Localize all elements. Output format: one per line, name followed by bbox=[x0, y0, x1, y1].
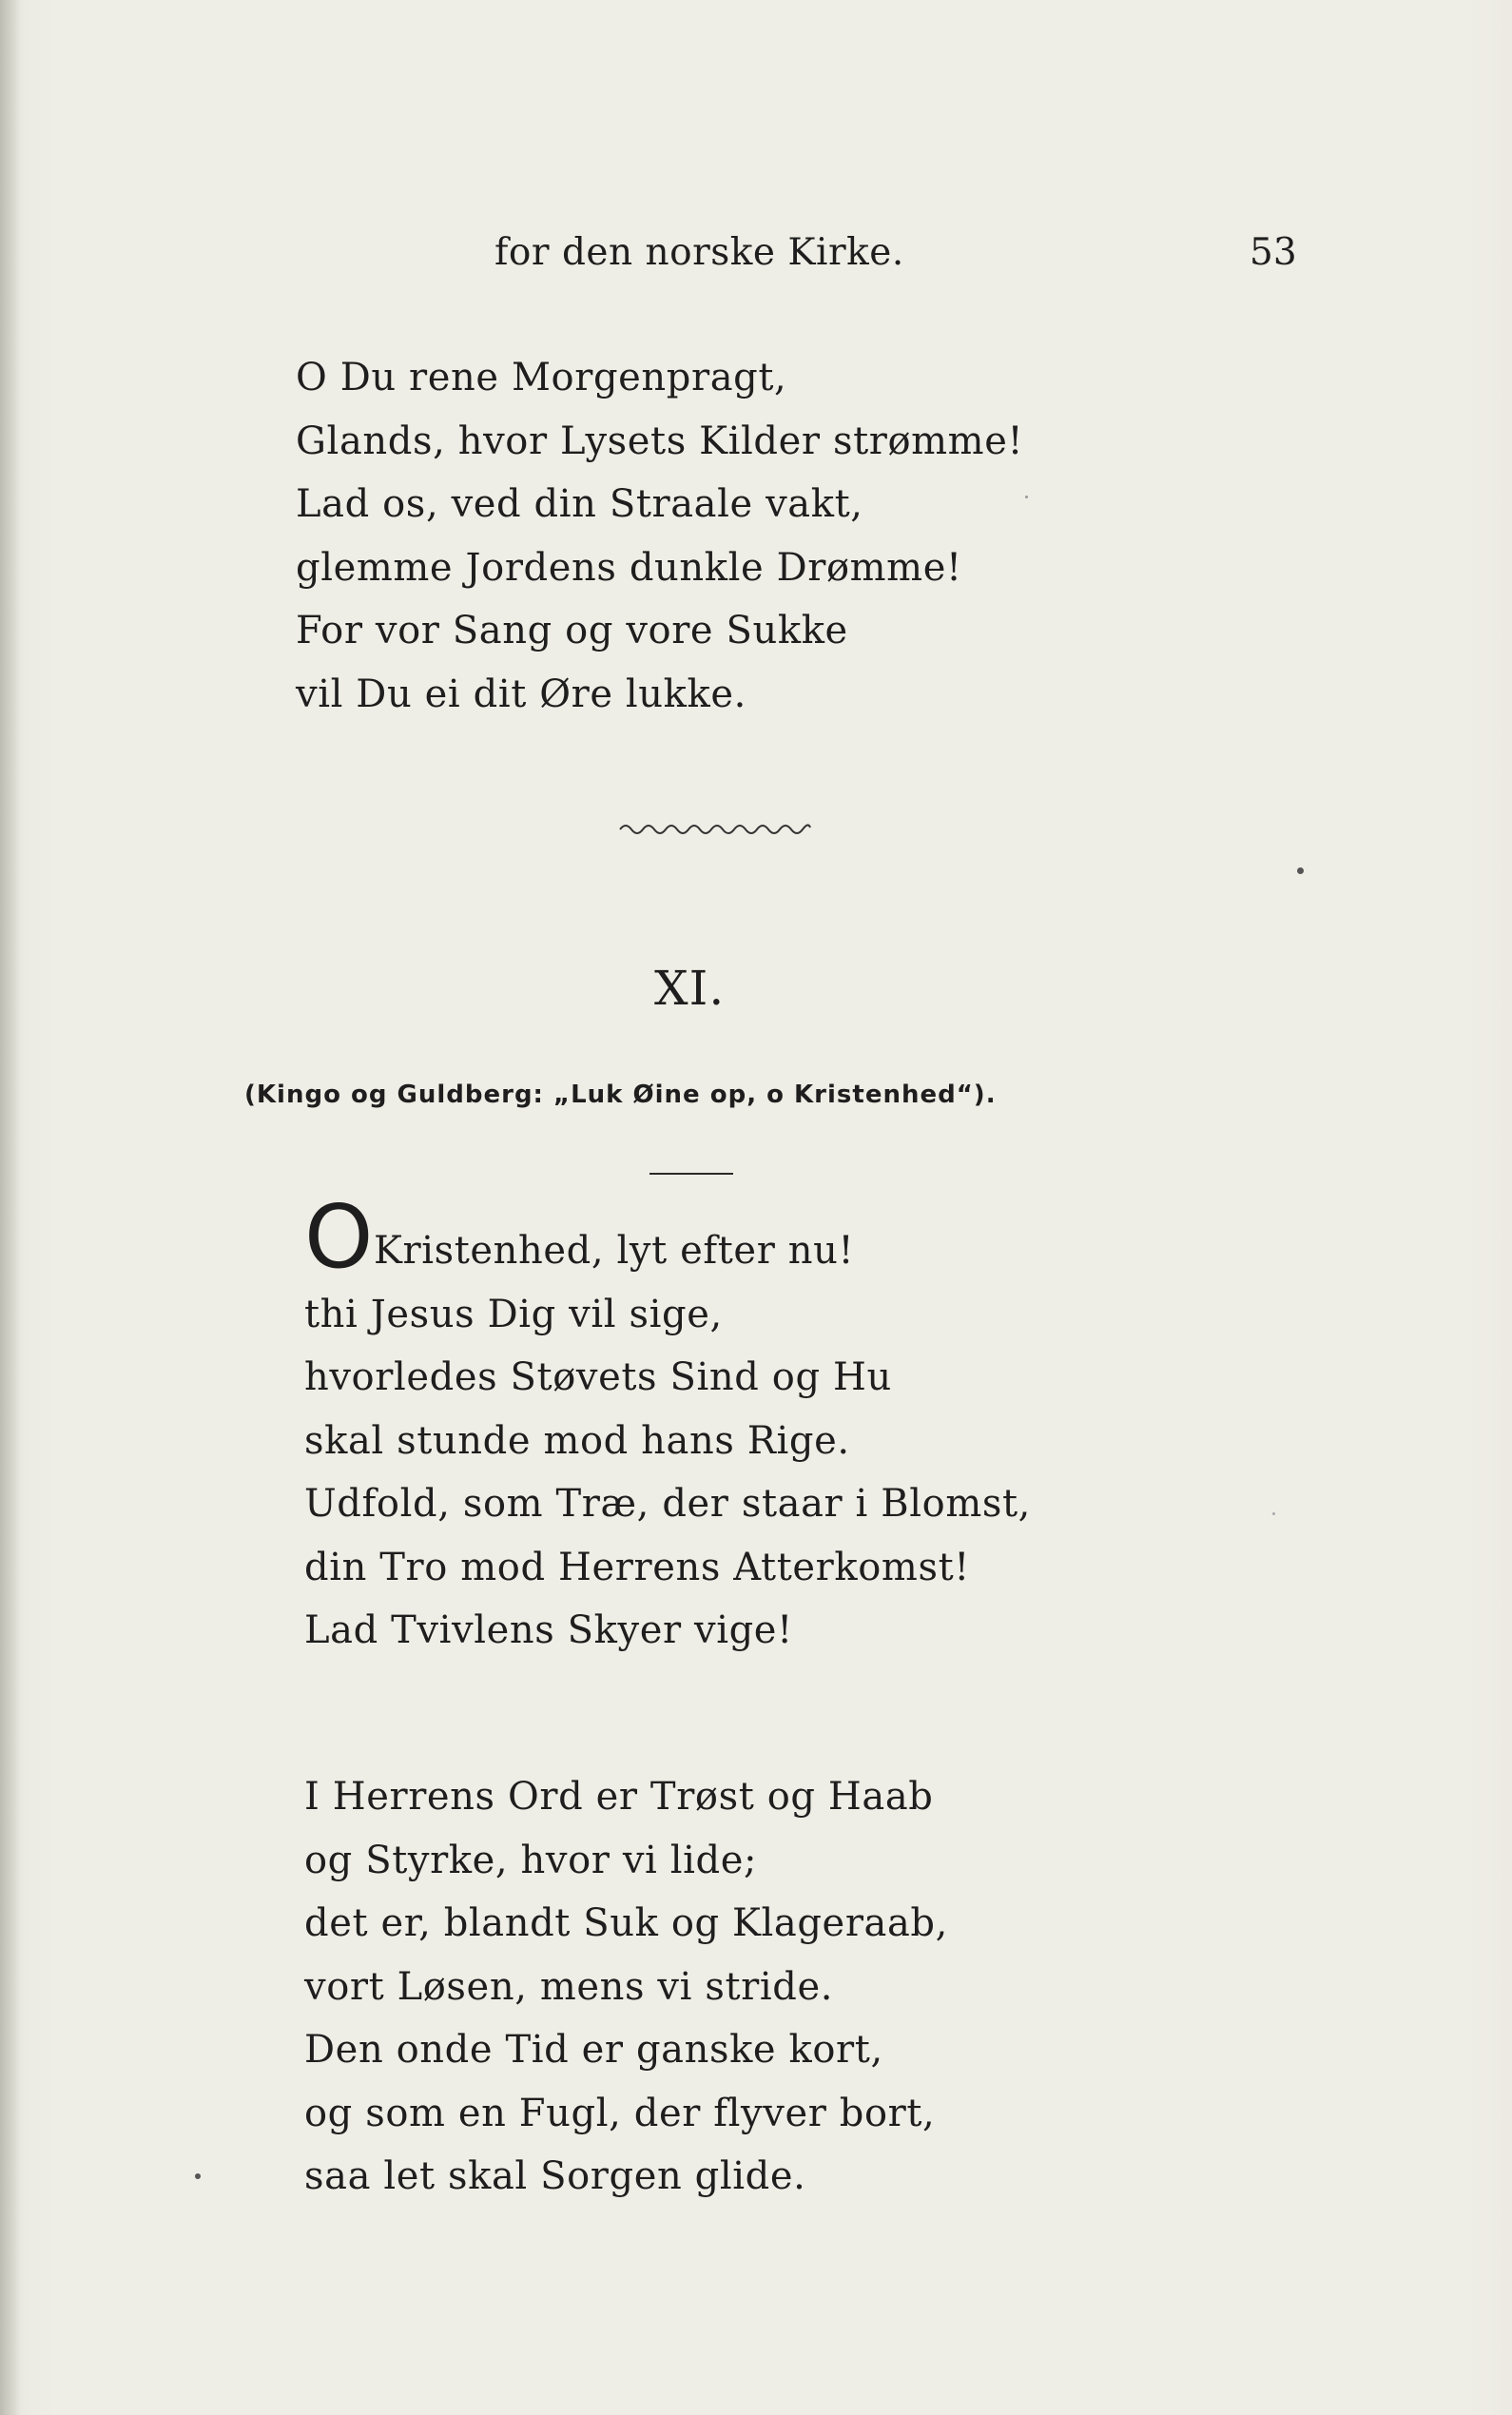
page-number: 53 bbox=[1250, 231, 1297, 274]
paper-speck bbox=[1025, 496, 1028, 498]
verse-line: Lad Tvivlens Skyer vige! bbox=[304, 1608, 793, 1652]
verse-line: og Styrke, hvor vi lide; bbox=[304, 1838, 758, 1882]
wavy-divider-ornament bbox=[618, 820, 812, 835]
paper-speck bbox=[1297, 867, 1304, 874]
page-gutter-shadow bbox=[0, 0, 21, 2415]
verse-line: glemme Jordens dunkle Drømme! bbox=[296, 545, 962, 590]
hymn-subtitle: (Kingo og Guldberg: „Luk Øine op, o Kristenhed“). bbox=[244, 1081, 997, 1109]
running-header: for den norske Kirke. bbox=[494, 231, 904, 274]
verse-line: Udfold, som Træ, der staar i Blomst, bbox=[304, 1482, 1031, 1526]
verse-line: hvorledes Støvets Sind og Hu bbox=[304, 1355, 892, 1399]
verse-line: vil Du ei dit Øre lukke. bbox=[296, 672, 746, 716]
verse-line: din Tro mod Herrens Atterkomst! bbox=[304, 1545, 970, 1589]
verse-line: thi Jesus Dig vil sige, bbox=[304, 1292, 723, 1336]
paper-speck bbox=[195, 2173, 201, 2179]
verse-line: skal stunde mod hans Rige. bbox=[304, 1418, 850, 1463]
verse-line: O Du rene Morgenpragt, bbox=[296, 356, 787, 399]
verse-line: vort Løsen, mens vi stride. bbox=[304, 1964, 834, 2009]
section-number: XI. bbox=[654, 961, 726, 1016]
verse-first-line: Kristenhed, lyt efter nu! bbox=[374, 1229, 855, 1273]
verse-line: I Herrens Ord er Trøst og Haab bbox=[304, 1775, 934, 1819]
verse-line: Lad os, ved din Straale vakt, bbox=[296, 482, 863, 526]
stanza-third bbox=[304, 1765, 948, 2209]
verse-line: og som en Fugl, der flyver bort, bbox=[304, 2091, 936, 2135]
verse-line: Den onde Tid er ganske kort, bbox=[304, 2028, 883, 2072]
verse-line: det er, blandt Suk og Klageraab, bbox=[304, 1901, 948, 1945]
paper-speck bbox=[1272, 1512, 1275, 1515]
stanza-second bbox=[304, 1219, 1031, 1663]
stanza-top bbox=[296, 346, 1023, 726]
short-rule-divider bbox=[649, 1173, 733, 1175]
verse-line: Glands, hvor Lysets Kilder strømme! bbox=[296, 419, 1024, 463]
verse-line: For vor Sang og vore Sukke bbox=[296, 609, 848, 652]
drop-cap: O bbox=[304, 1186, 374, 1288]
verse-line: saa let skal Sorgen glide. bbox=[304, 2154, 806, 2198]
